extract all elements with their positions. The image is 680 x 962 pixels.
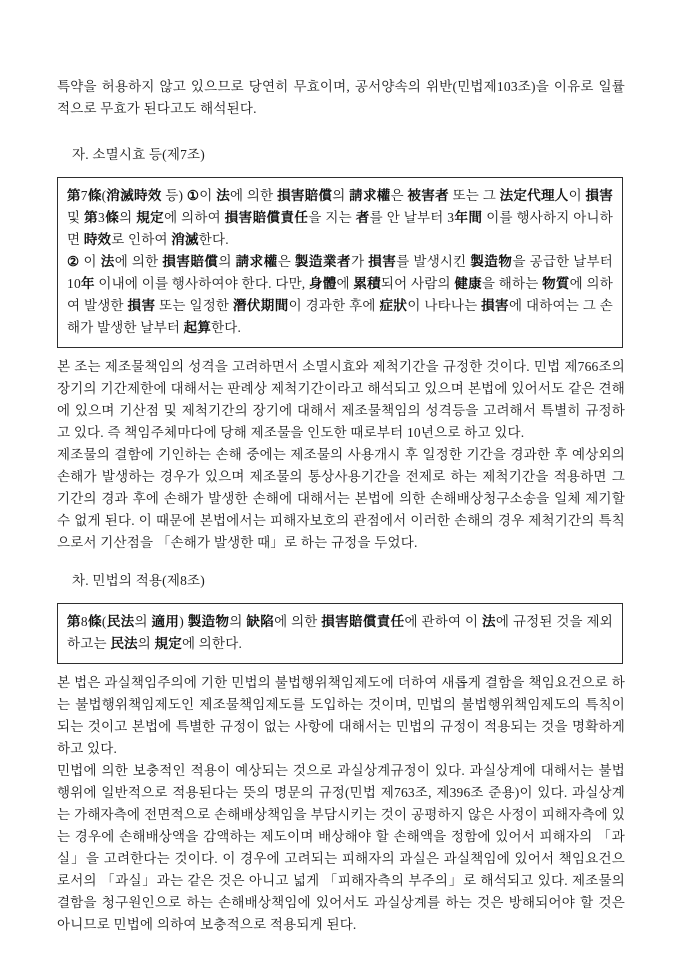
commentary-paragraph: 본 조는 제조물책임의 성격을 고려하면서 소멸시효와 제척기간을 규정한 것이다. 민법 제766조의 장기의 기간제한에 대해서는 판례상 제척기간이라고 해석되고 있으며 본법에 있어서도 같은 견해에 있으며 기산점 및 제척기간의 장기에 대해서 제조물책임의 성격등을 고려해서 특별히 규정하고 있다. 즉 책임주체마다에 당해 제조물을 인도한 때로부터 10년으로 하고 있다. — [57, 359, 625, 440]
section-1-commentary — [57, 356, 625, 554]
section-heading-extinctive-prescription: 자. 소멸시효 등(제7조) — [72, 147, 205, 162]
section-heading-civil-law-application: 차. 민법의 적용(제8조) — [72, 573, 205, 588]
statute-box-article-8 — [57, 603, 623, 664]
commentary-paragraph: 민법에 의한 보충적인 적용이 예상되는 것으로 과실상계규정이 있다. 과실상계에 대해서는 불법행위에 일반적으로 적용된다는 뜻의 명문의 규정(민법 제763조, 제396조 준용)이 있다. 과실상계는 가해자측에 전면적으로 손해배상책임을 부담시키는 것이 공평하지 않은 사정이 피해자측에 있는 경우에 손해배상액을 감액하는 제도이며 배상해야 할 손해액을 정함에 있어서 피해자의 「과실」을 고려한다는 것이다. 이 경우에 고려되는 피해자의 과실은 과실책임에 있어서 책임요건으로서의 「과실」과는 같은 것은 아니고 넓게 「피해자측의 부주의」로 해석되고 있다. 제조물의 결함을 청구원인으로 하는 손해배상책임에 있어서도 과실상계를 하는 것은 방해되어야 할 것은 아니므로 민법에 의하여 보충적으로 적용되게 된다. — [57, 763, 625, 932]
statute-article-8-text: 第8條(民法의 適用) 製造物의 缺陷에 의한 損害賠償責任에 관하여 이 法에 규정된 것을 제외하고는 民法의 規定에 의한다. — [67, 614, 614, 651]
statute-article-7-clause-2: ② 이 法에 의한 損害賠償의 請求權은 製造業者가 損害를 발생시킨 製造物을 공급한 날부터 10年 이내에 이를 행사하여야 한다. 다만, 身體에 累積되어 사람의 健康을 해하는 物質에 의하여 발생한 損害 또는 일정한 潛伏期間이 경과한 후에 症狀이 나타나는 損害에 대하여는 그 손해가 발생한 날부터 起算한다. — [67, 254, 614, 335]
statute-article-7-clause-1: 第7條(消滅時效 등) ①이 法에 의한 損害賠償의 請求權은 被害者 또는 그 法定代理人이 損害 및 第3條의 規定에 의하여 損害賠償責任을 지는 者를 안 날부터 3年間 이를 행사하지 아니하면 時效로 인하여 消滅한다. — [67, 188, 614, 247]
commentary-paragraph: 본 법은 과실책임주의에 기한 민법의 불법행위책임제도에 더하여 새롭게 결함을 책임요건으로 하는 불법행위책임제도인 제조물책임제도를 도입하는 것이며, 민법의 불법행위책임제도의 특칙이 되는 것이고 본법에 특별한 규정이 없는 사항에 대해서는 민법의 규정이 적용되는 것을 명확하게 하고 있다. — [57, 675, 625, 756]
intro-paragraph: 특약을 허용하지 않고 있으므로 당연히 무효이며, 공서양속의 위반(민법제103조)을 이유로 일률적으로 무효가 된다고도 해석된다. — [57, 79, 625, 116]
commentary-paragraph: 제조물의 결함에 기인하는 손해 중에는 제조물의 사용개시 후 일정한 기간을 경과한 후 예상외의 손해가 발생하는 경우가 있으며 제조물의 통상사용기간을 전제로 하는 제척기간을 적용하면 그 기간의 경과 후에 손해가 발생한 손해에 대해서는 본법에 의한 손해배상청구소송을 일체 제기할 수 없게 된다. 이 때문에 본법에서는 피해자보호의 관점에서 이러한 손해의 경우 제척기간의 특칙으로서 기산점을 「손해가 발생한 때」로 하는 규정을 두었다. — [57, 447, 625, 550]
section-2-commentary — [57, 672, 625, 936]
intro-block — [57, 76, 625, 120]
statute-box-article-7 — [57, 177, 623, 348]
